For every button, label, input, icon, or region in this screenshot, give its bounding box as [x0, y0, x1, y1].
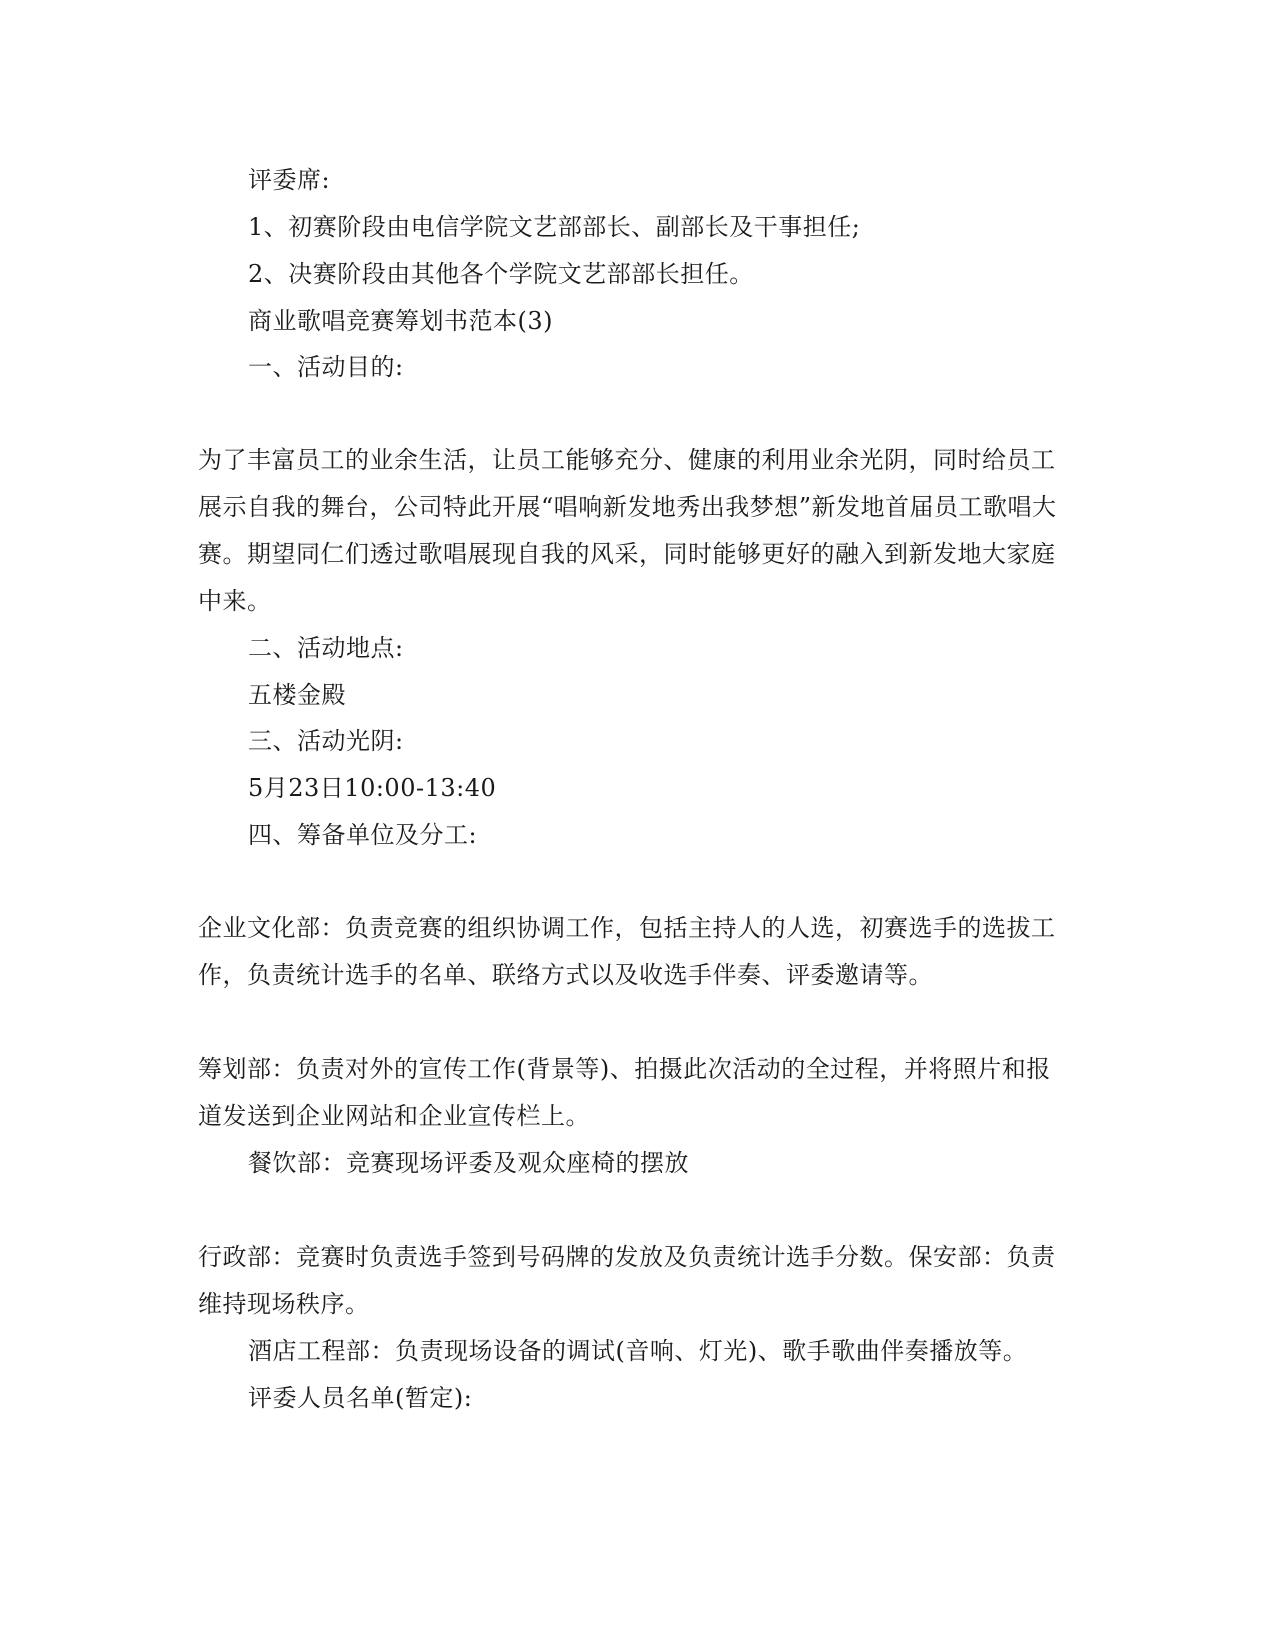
culture-dept-line-1: 企业文化部：负责竞赛的组织协调工作，包括主持人的人选，初赛选手的选拔工: [198, 914, 1056, 942]
section-title: 商业歌唱竞赛筹划书范本(3): [248, 307, 553, 335]
judges-item-1: 1、初赛阶段由电信学院文艺部部长、副部长及干事担任;: [248, 213, 861, 241]
purpose-paragraph-line-4: 中来。: [198, 587, 272, 615]
time-heading: 三、活动光阴:: [248, 727, 404, 755]
location-value: 五楼金殿: [248, 681, 346, 709]
judges-item-2: 2、决赛阶段由其他各个学院文艺部部长担任。: [248, 260, 754, 288]
admin-dept-line-1: 行政部：竞赛时负责选手签到号码牌的发放及负责统计选手分数。保安部：负责: [198, 1243, 1056, 1271]
planning-dept-line-1: 筹划部：负责对外的宣传工作(背景等)、拍摄此次活动的全过程，并将照片和报: [198, 1055, 1051, 1083]
judges-heading: 评委席:: [248, 166, 331, 194]
location-heading: 二、活动地点:: [248, 634, 404, 662]
planning-dept-line-2: 道发送到企业网站和企业宣传栏上。: [198, 1102, 590, 1130]
admin-dept-line-2: 维持现场秩序。: [198, 1290, 370, 1318]
judges-list-heading: 评委人员名单(暂定):: [248, 1384, 473, 1412]
catering-dept-line: 餐饮部：竞赛现场评委及观众座椅的摆放: [248, 1149, 689, 1177]
organizers-heading: 四、筹备单位及分工:: [248, 821, 478, 849]
time-value: 5月23日10:00-13:40: [248, 774, 497, 802]
engineering-dept-line: 酒店工程部：负责现场设备的调试(音响、灯光)、歌手歌曲伴奏播放等。: [248, 1337, 1028, 1365]
purpose-heading: 一、活动目的:: [248, 353, 404, 381]
purpose-paragraph-line-1: 为了丰富员工的业余生活，让员工能够充分、健康的利用业余光阴，同时给员工: [198, 446, 1056, 474]
culture-dept-line-2: 作，负责统计选手的名单、联络方式以及收选手伴奏、评委邀请等。: [198, 961, 933, 989]
purpose-paragraph-line-3: 赛。期望同仁们透过歌唱展现自我的风采，同时能够更好的融入到新发地大家庭: [198, 540, 1056, 568]
purpose-paragraph-line-2: 展示自我的舞台，公司特此开展“唱响新发地秀出我梦想”新发地首届员工歌唱大: [198, 493, 1057, 521]
